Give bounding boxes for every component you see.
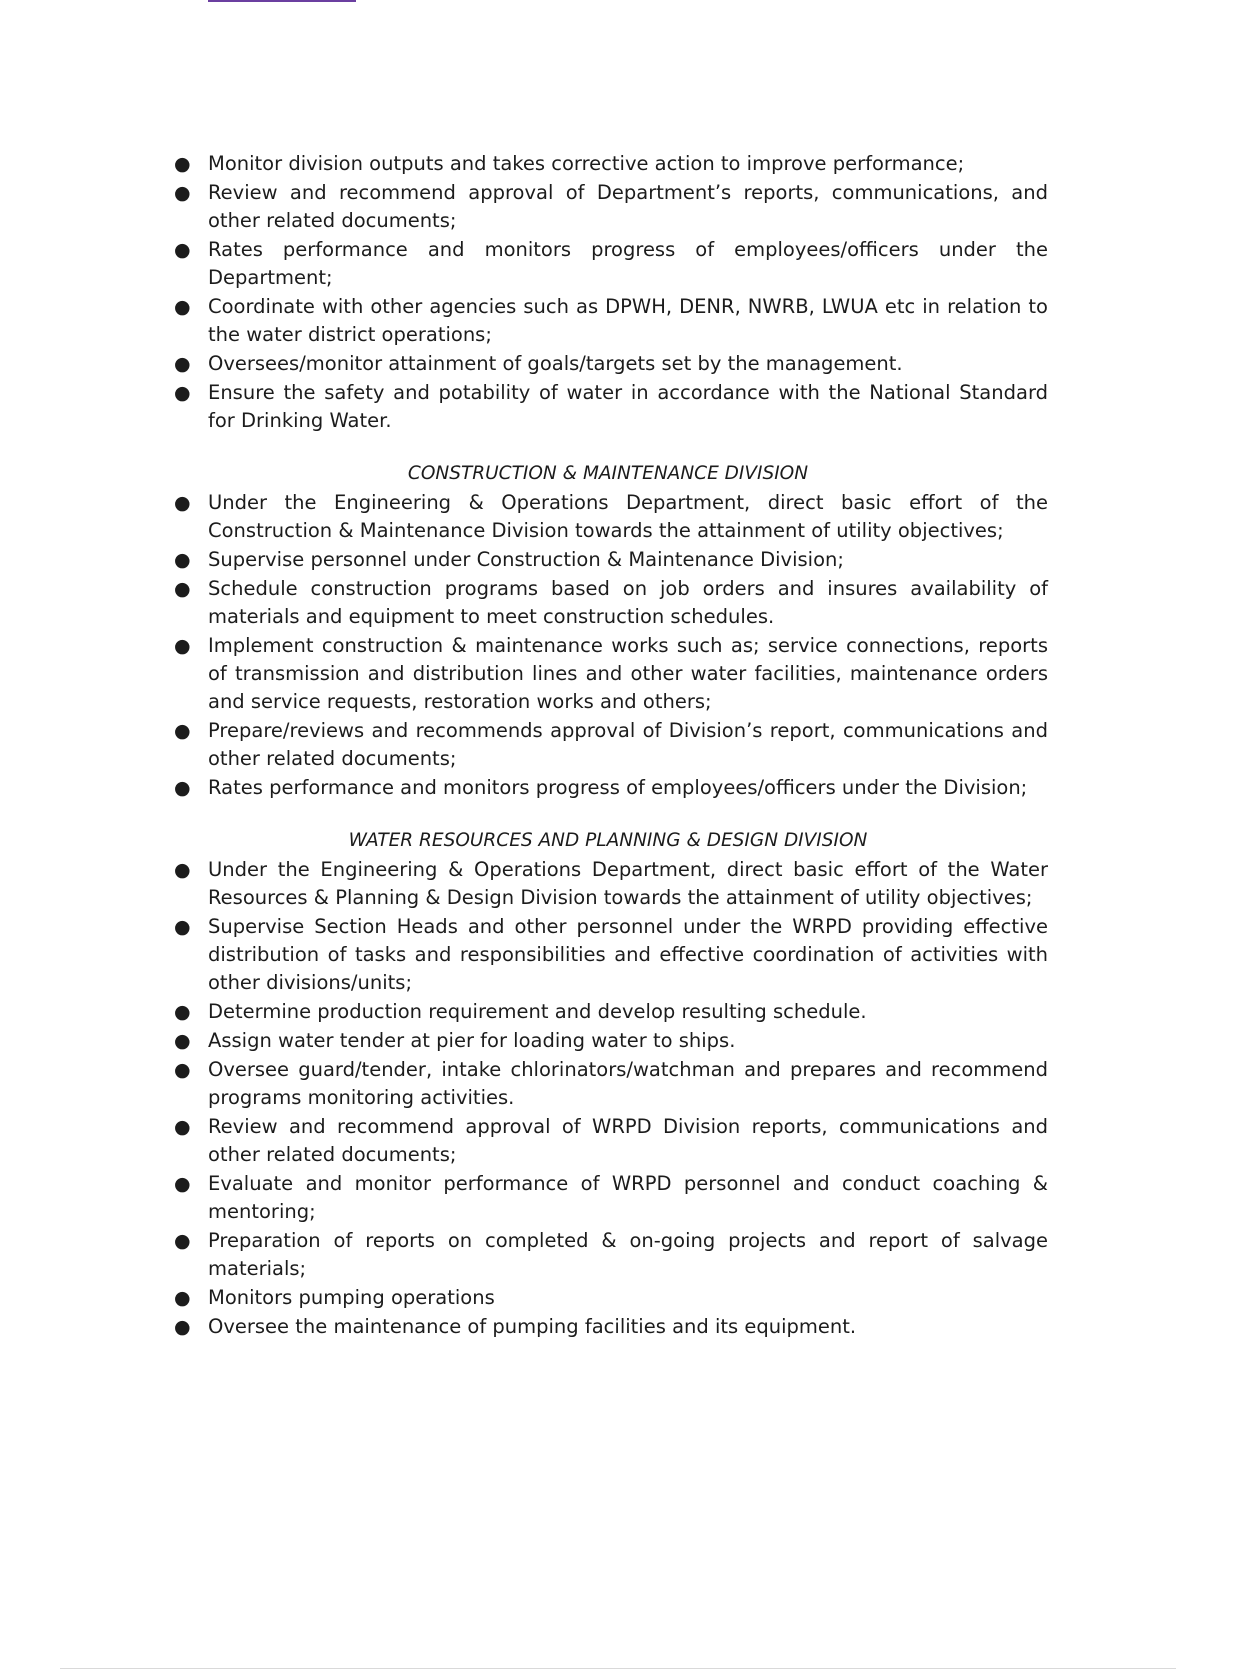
list-item: ● Oversee the maintenance of pumping facilities and its equipment. [168,1313,1048,1341]
top-edge-mark [208,0,356,2]
list-item: ● Evaluate and monitor performance of WRPD personnel and conduct coaching & mentoring; [174,1172,1048,1223]
document-body [168,150,1048,1342]
bottom-scan-edge [60,1668,1176,1669]
section-title-construction-maintenance: CONSTRUCTION & MAINTENANCE DIVISION [407,463,809,484]
section-title-water-resources-planning-design: WATER RESOURCES AND PLANNING & DESIGN DIVISION [348,830,868,851]
water-resources-planning-design-duties-list [168,856,1048,1341]
bullet-icon: ● [174,182,191,204]
list-item: ● Prepare/reviews and recommends approval of Division’s report, communications and other related documents; [174,719,1048,770]
list-item: ● Determine production requirement and develop resulting schedule. [168,998,1048,1026]
list-item: ● Oversee guard/tender, intake chlorinators/watchman and prepares and recommend programs monitoring activities. [174,1058,1048,1109]
list-item: ● Implement construction & maintenance works such as; service connections, reports of transmission and distribution lines and other water facilities, maintenance orders and service requests, restoration works and others; [174,634,1048,713]
bullet-icon: ● [174,382,191,404]
list-item: ● Coordinate with other agencies such as DPWH, DENR, NWRB, LWUA etc in relation to the water district operations; [174,295,1048,346]
bullet-icon: ● [174,492,191,514]
list-item: ● Review and recommend approval of WRPD Division reports, communications and other related documents; [174,1115,1048,1166]
bullet-icon: ● [174,916,191,938]
bullet-icon: ● [174,1173,191,1195]
bullet-icon: ● [174,1116,191,1138]
bullet-icon: ● [174,1316,191,1338]
list-item: ● Monitors pumping operations [168,1284,1048,1312]
bullet-icon: ● [174,1230,191,1252]
bullet-icon: ● [174,1001,191,1023]
bullet-icon: ● [174,578,191,600]
list-item: ● Ensure the safety and potability of water in accordance with the National Standard for Drinking Water. [174,381,1048,432]
bullet-icon: ● [174,635,191,657]
bullet-icon: ● [174,777,191,799]
list-item: ● Oversees/monitor attainment of goals/targets set by the management. [168,350,1048,378]
list-item: ● Schedule construction programs based on job orders and insures availability of materials and equipment to meet construction schedules. [174,577,1048,628]
list-item: ● Preparation of reports on completed & on-going projects and report of salvage materials; [174,1229,1048,1280]
construction-maintenance-duties-list [168,489,1048,802]
list-item: ● Supervise Section Heads and other personnel under the WRPD providing effective distribution of tasks and responsibilities and effective coordination of activities with other divisions/units; [174,915,1048,994]
list-item: ● Supervise personnel under Construction & Maintenance Division; [168,546,1048,574]
list-item: ● Rates performance and monitors progress of employees/officers under the Division; [168,774,1048,802]
list-item: ● Under the Engineering & Operations Department, direct basic effort of the Construction & Maintenance Division towards the attainment of utility objectives; [174,491,1048,542]
bullet-icon: ● [174,153,191,175]
bullet-icon: ● [174,353,191,375]
bullet-icon: ● [174,859,191,881]
bullet-icon: ● [174,720,191,742]
bullet-icon: ● [174,239,191,261]
bullet-icon: ● [174,549,191,571]
list-item: ● Monitor division outputs and takes corrective action to improve performance; [168,150,1048,178]
intro-duties-list [168,150,1048,435]
bullet-icon: ● [174,296,191,318]
list-item: ● Review and recommend approval of Department’s reports, communications, and other related documents; [174,181,1048,232]
list-item: ● Under the Engineering & Operations Department, direct basic effort of the Water Resources & Planning & Design Division towards the attainment of utility objectives; [174,858,1048,909]
bullet-icon: ● [174,1059,191,1081]
list-item: ● Assign water tender at pier for loading water to ships. [168,1027,1048,1055]
bullet-icon: ● [174,1030,191,1052]
bullet-icon: ● [174,1287,191,1309]
list-item: ● Rates performance and monitors progress of employees/officers under the Department; [174,238,1048,289]
